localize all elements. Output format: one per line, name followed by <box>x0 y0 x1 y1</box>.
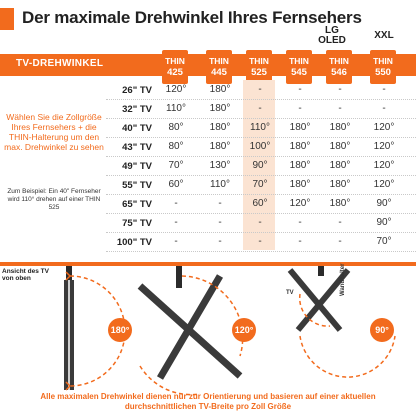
angle-cell: 180° <box>289 160 311 171</box>
angle-cell: 120° <box>373 160 395 171</box>
badge-180: 180° <box>108 318 132 342</box>
angle-cell: 70° <box>168 160 184 171</box>
table-row <box>106 194 416 214</box>
angle-cell: 110° <box>210 179 230 190</box>
angle-cell: 180° <box>209 122 231 133</box>
angle-cell: 180° <box>329 198 351 209</box>
angle-cell: 80° <box>168 141 184 152</box>
model-line: THIN <box>209 56 229 66</box>
model-thin-545 <box>286 50 312 84</box>
angle-cell: 180° <box>209 103 231 114</box>
angle-cell: - <box>258 84 262 95</box>
angle-cell: 180° <box>329 160 351 171</box>
model-line: THIN <box>289 56 309 66</box>
tv-size-label: 43" TV <box>122 142 152 153</box>
model-thin-550 <box>370 50 396 84</box>
table-row <box>106 232 416 252</box>
model-line: THIN <box>165 56 185 66</box>
angle-cell: 60° <box>168 179 184 190</box>
angle-cell: 90° <box>252 160 268 171</box>
model-number: 546 <box>331 67 347 78</box>
tv-size-label: 65" TV <box>122 199 152 210</box>
angle-cell: 180° <box>289 122 311 133</box>
tv-size-label: 75" TV <box>122 218 152 229</box>
angle-cell: - <box>382 103 386 114</box>
table-row <box>106 118 416 138</box>
badge-90: 90° <box>370 318 394 342</box>
angle-cell: 180° <box>329 122 351 133</box>
angle-cell: 120° <box>373 122 395 133</box>
rotation-arc <box>300 336 395 377</box>
tv-panel-a <box>290 270 340 330</box>
model-number: 550 <box>375 67 391 78</box>
angle-cell: 70° <box>376 236 392 247</box>
brand-lg-oled <box>314 26 350 46</box>
angle-cell: - <box>298 236 302 247</box>
table-row <box>106 80 416 100</box>
table-row <box>106 99 416 119</box>
rotation-arc <box>140 366 200 395</box>
tv-screen <box>68 280 70 390</box>
model-thin-425 <box>162 50 188 84</box>
brand-xxl: XXL <box>374 30 394 41</box>
diagram-120 <box>140 266 243 395</box>
label-tv: TV <box>286 290 294 296</box>
tv-size-label: 40" TV <box>122 123 152 134</box>
tv-size-label: 49" TV <box>122 161 152 172</box>
page-title: Der maximale Drehwinkel Ihres Fernsehers <box>22 8 362 27</box>
angle-cell: 180° <box>289 141 311 152</box>
angle-cell: 180° <box>329 179 351 190</box>
angle-cell: - <box>298 84 302 95</box>
angle-cell: - <box>382 84 386 95</box>
table-row <box>106 156 416 176</box>
angle-cell: 180° <box>289 179 311 190</box>
angle-cell: 110° <box>250 122 270 133</box>
brand-lg-line1: LG <box>325 25 339 36</box>
table-row <box>106 137 416 157</box>
model-number: 525 <box>251 67 267 78</box>
angle-cell: - <box>218 217 222 228</box>
angle-cell: - <box>174 198 178 209</box>
angle-cell: 90° <box>376 217 392 228</box>
model-thin-525 <box>246 50 272 84</box>
diagram-caption: Ansicht des TV von oben <box>2 268 49 282</box>
angle-cell: - <box>258 103 262 114</box>
tv-size-label: 100" TV <box>116 237 152 248</box>
tv-panel-b <box>160 276 220 378</box>
angle-cell: 110° <box>166 103 186 114</box>
angle-cell: 120° <box>289 198 311 209</box>
angle-cell: - <box>258 217 262 228</box>
tv-size-label: 55" TV <box>122 180 152 191</box>
angle-cell: 120° <box>165 84 187 95</box>
footer-note: Alle maximalen Drehwinkel dienen nur zur Orientierung und basieren auf einer aktuellen durchschnittlichen TV-Breite pro Zoll Größe <box>40 392 376 411</box>
model-thin-445 <box>206 50 232 84</box>
table-row <box>106 213 416 233</box>
angle-cell: 80° <box>168 122 184 133</box>
angle-cell: - <box>174 217 178 228</box>
model-thin-546 <box>326 50 352 84</box>
angle-cell: 180° <box>209 84 231 95</box>
model-number: 545 <box>291 67 307 78</box>
wall-arm <box>176 266 182 288</box>
angle-cell: - <box>338 236 342 247</box>
angle-cell: 130° <box>209 160 231 171</box>
angle-cell: - <box>218 236 222 247</box>
brand-lg-line2: OLED <box>318 35 346 46</box>
angle-cell: - <box>298 217 302 228</box>
angle-cell: 180° <box>329 141 351 152</box>
wall-arm <box>318 266 324 276</box>
angle-cell: 120° <box>373 141 395 152</box>
angle-cell: 180° <box>209 141 231 152</box>
side-example: Zum Beispiel: Ein 40" Fernseher wird 110° drehen auf einer THIN 525 <box>7 188 101 211</box>
tv-size-label: 26" TV <box>122 85 152 96</box>
model-line: THIN <box>249 56 269 66</box>
angle-cell: - <box>338 217 342 228</box>
angle-cell: - <box>218 198 222 209</box>
angle-cell: 120° <box>373 179 395 190</box>
angle-cell: 100° <box>249 141 271 152</box>
table-row <box>106 175 416 195</box>
tv-size-label: 32" TV <box>122 104 152 115</box>
angle-cell: 70° <box>252 179 268 190</box>
angle-cell: 60° <box>252 198 268 209</box>
model-number: 445 <box>211 67 227 78</box>
angle-cell: - <box>174 236 178 247</box>
label-wall-mount: Wandhalter <box>340 263 346 296</box>
angle-cell: - <box>298 103 302 114</box>
model-number: 425 <box>167 67 183 78</box>
badge-120: 120° <box>232 318 256 342</box>
angle-cell: - <box>338 103 342 114</box>
angle-cell: - <box>258 236 262 247</box>
angle-cell: 90° <box>376 198 392 209</box>
header-label: TV-DREHWINKEL <box>16 58 104 69</box>
side-instruction: Wählen Sie die Zollgröße Ihres Fernsehers + die THIN-Halterung um den max. Drehwinkel zu sehen <box>4 112 104 152</box>
model-line: THIN <box>373 56 393 66</box>
angle-cell: - <box>338 84 342 95</box>
model-line: THIN <box>329 56 349 66</box>
title-accent-bar <box>0 8 14 30</box>
